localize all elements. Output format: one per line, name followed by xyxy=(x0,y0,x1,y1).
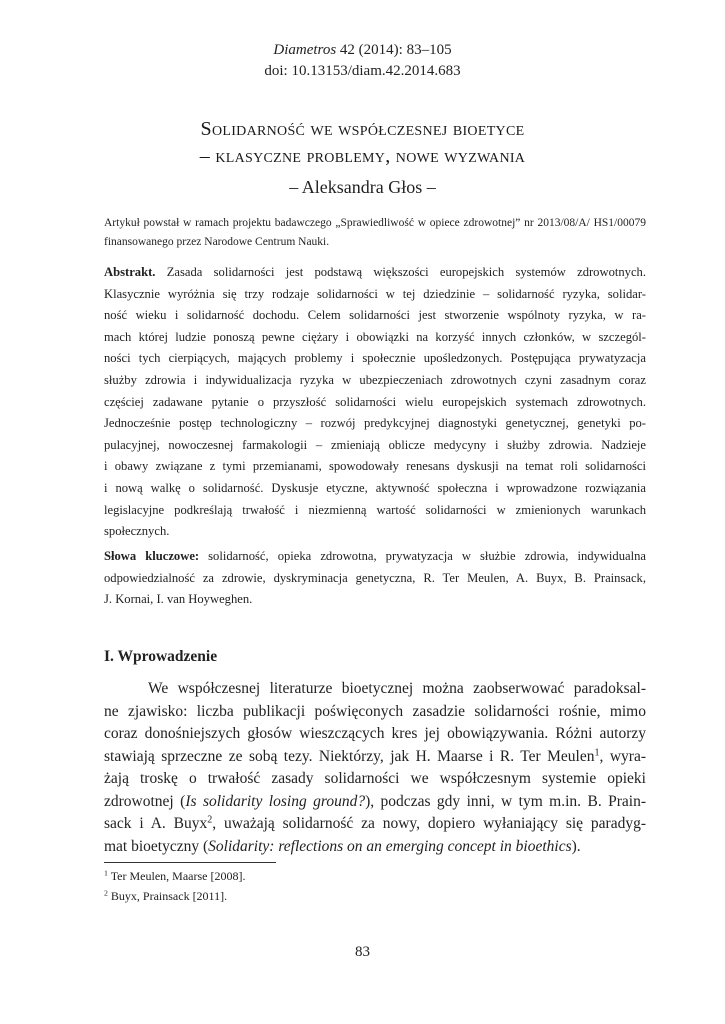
article-title xyxy=(60,116,665,170)
abstract-line: mach której ludzie ponoszą pewne ciężary i obowiązki na korzyść innych członków, w szczegól- xyxy=(104,329,646,344)
journal-name: Diametros xyxy=(273,42,337,58)
body-line: mat bioetyczny (Solidarity: reflections on an emerging concept in bioethics). xyxy=(104,837,581,855)
cited-title: Is solidarity losing ground? xyxy=(185,792,366,810)
keywords-line: J. Kornai, I. van Hoyweghen. xyxy=(104,592,253,607)
abstract-line: Klasycznie wyróżnia się trzy rodzaje solidarności w tej dziedzinie – solidarność ryzyka, solidar- xyxy=(104,286,646,301)
footnote-divider xyxy=(104,862,276,863)
page-number: 83 xyxy=(355,944,370,960)
body-line: We współczesnej literaturze bioetycznej można zaobserwować paradoksal- xyxy=(148,680,646,697)
abstract-line: ności tych cierpiących, mających problemy i społecznie upośledzonych. Postępująca prywatyzacja xyxy=(104,351,646,366)
footnote-1: $^1$ Ter Meulen, Maarse [2008]. xyxy=(104,868,246,883)
abstract-line: społecznych. xyxy=(104,524,170,539)
abstract xyxy=(104,262,646,543)
abstract-line: pulacyjnej, nowoczesnej farmakologii – zmieniają oblicze medycyny i służby zdrowia. Nadzieje xyxy=(104,437,646,452)
footnote-2: $^2$ Buyx, Prainsack [2011]. xyxy=(104,888,228,903)
abstract-line: ność wieku i solidarność dochodu. Celem solidarności jest stworzenie wspólnoty ryzyka, w ra- xyxy=(104,308,646,323)
body-line: sack i A. Buyx$^2$, uważają solidarność za nowy, dopiero wyłaniający się paradyg- xyxy=(104,814,646,832)
cited-title: Solidarity: reflections on an emerging concept in bioethics xyxy=(208,837,572,855)
title-line-2: – klasyczne problemy, nowe wyzwania xyxy=(199,145,526,167)
footnote-ref-2[interactable]: 2 xyxy=(207,814,213,826)
body-line: coraz donośniejszych głosów wieszczących kres jej obowiązywania. Różni autorzy xyxy=(104,725,646,742)
journal-citation xyxy=(0,40,725,61)
body-line: żają troskę o trwałość zasady solidarności we współczesnym systemie opieki xyxy=(104,770,646,787)
body-line: ne zjawisko: liczba publikacji poświęconych zasadzie solidarności rośnie, mimo xyxy=(104,702,646,720)
section-heading: I. Wprowadzenie xyxy=(104,648,218,665)
abstract-line: legislacyjne podkreślają trwałość i niezmienną wartość solidarności w zmienionych warunkach xyxy=(104,502,646,517)
abstract-line: i obawy związane z tymi przemianami, spowodowały renesans dyskusji na temat roli solidarności xyxy=(104,459,646,474)
keywords-line: Słowa kluczowe: solidarność, opieka zdrowotna, prywatyzacja w służbie zdrowia, indywidualna xyxy=(104,549,646,563)
keywords-label: Słowa kluczowe: xyxy=(104,549,200,563)
keywords-line: odpowiedzialność za zdrowie, dyskryminacja genetyczna, R. Ter Meulen, A. Buyx, B. Prainsack, xyxy=(104,570,646,585)
title-line-1: Solidarność we współczesnej bioetyce xyxy=(200,118,525,140)
footnotes xyxy=(104,866,245,906)
body-line: stawiają sprzeczne ze sobą tezy. Niektórzy, jak H. Maarse i R. Ter Meulen$^1$, wyra- xyxy=(104,746,646,765)
abstract-label: Abstrakt. xyxy=(104,265,156,279)
journal-volume: 42 (2014): 83–105 xyxy=(336,42,452,58)
author: – Aleksandra Głos – xyxy=(289,177,436,197)
keywords xyxy=(104,546,646,611)
abstract-line: Abstrakt. Zasada solidarności jest podstawą większości europejskich systemów zdrowotnych. xyxy=(104,265,646,279)
running-header xyxy=(0,40,725,82)
footnote-mark: 2 xyxy=(104,888,108,898)
footnote-ref-1[interactable]: 1 xyxy=(594,746,600,758)
body-paragraph xyxy=(104,678,646,858)
abstract-line: Jednocześnie postęp technologiczny – rozwój predykcyjnej diagnostyki genetycznej, genetyki po- xyxy=(104,416,646,431)
body-line: zdrowotnej (Is solidarity losing ground?), podczas gdy inni, w tym m.in. B. Prain- xyxy=(104,792,646,810)
abstract-line: służby zdrowia i indywidualizacja ryzyka w ubezpieczeniach zdrowotnych czyni zasadnym coraz xyxy=(104,372,646,387)
doi: doi: 10.13153/diam.42.2014.683 xyxy=(264,63,461,79)
abstract-line: i nową walkę o solidarność. Dyskusje etyczne, aktywność społeczna i wprowadzone rozwiązania xyxy=(104,480,646,495)
funding-note: Artykuł powstał w ramach projektu badawczego „Sprawiedliwość w opiece zdrowotnej” nr 2013/08/A/ HS1/00079 finansowanego przez Narodowe Centrum Nauki. xyxy=(104,217,646,248)
abstract-line: częściej zadawane pytanie o przyszłość solidarności wielu europejskich systemach zdrowotnych. xyxy=(104,394,646,409)
footnote-mark: 1 xyxy=(104,868,108,878)
